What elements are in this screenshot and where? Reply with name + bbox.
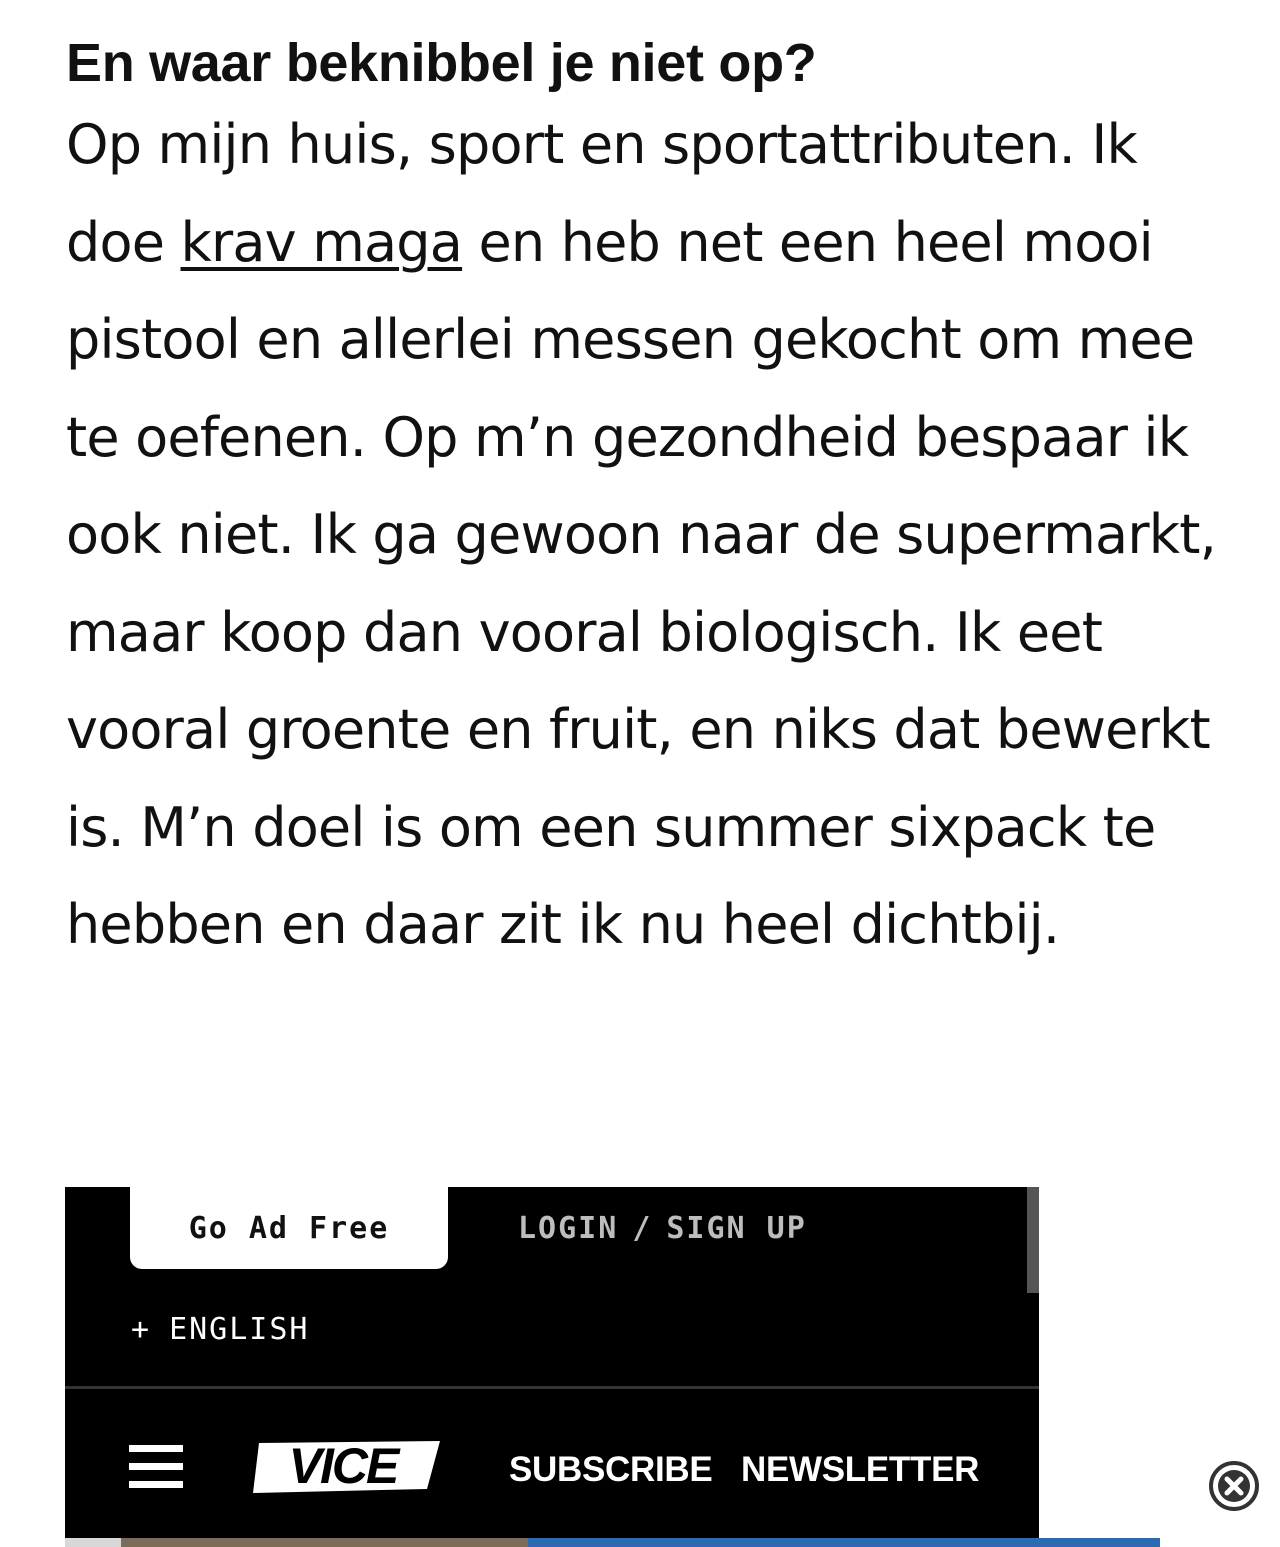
overlay-divider: [65, 1386, 1039, 1389]
vice-logo-svg: [245, 1433, 445, 1503]
interview-question: En waar beknibbel je niet op?: [66, 33, 817, 93]
login-label[interactable]: LOGIN: [518, 1210, 619, 1246]
answer-text-end: en heb net een heel mooi pistool en allerlei messen gekocht om mee te oefenen. Op m’n gezondheid bespaar ik ook niet. Ik ga gewoon naar de supermarkt, maar koop dan vooral biologisch. Ik eet vooral groente en fruit, en niks dat bewerkt is. M’n doel is om een summer sixpack te hebben en daar zit ik nu heel dichtbij.: [66, 210, 1216, 956]
plus-icon: +: [131, 1311, 152, 1347]
interview-answer: [66, 96, 1216, 974]
signup-label[interactable]: SIGN UP: [666, 1210, 807, 1246]
answer-text-start: Op mijn huis, sport en sportattributen. Ik doe: [66, 113, 1137, 274]
overlay-scrollbar[interactable]: [1027, 1187, 1039, 1293]
vice-logo-text: VICE: [288, 1438, 398, 1494]
close-circle-svg: [1207, 1459, 1261, 1513]
vice-logo[interactable]: [245, 1433, 445, 1503]
article-body: [66, 30, 1216, 974]
hamburger-menu-icon[interactable]: [129, 1445, 183, 1489]
language-label: ENGLISH: [169, 1311, 310, 1347]
language-selector[interactable]: [131, 1307, 310, 1351]
nav-newsletter[interactable]: NEWSLETTER: [741, 1450, 980, 1489]
ad-strip-segment-grey: [65, 1538, 121, 1547]
ad-strip-segment-brown: [121, 1538, 528, 1547]
krav-maga-link[interactable]: krav maga: [180, 210, 463, 274]
ad-banner-strip[interactable]: [65, 1538, 1160, 1547]
login-signup-link[interactable]: [518, 1205, 807, 1251]
go-ad-free-button[interactable]: Go Ad Free: [130, 1187, 448, 1269]
nav-subscribe[interactable]: SUBSCRIBE: [509, 1450, 713, 1489]
vice-nav-overlay: [65, 1187, 1039, 1547]
login-separator: /: [632, 1210, 653, 1246]
close-circle-icon[interactable]: [1207, 1459, 1261, 1513]
